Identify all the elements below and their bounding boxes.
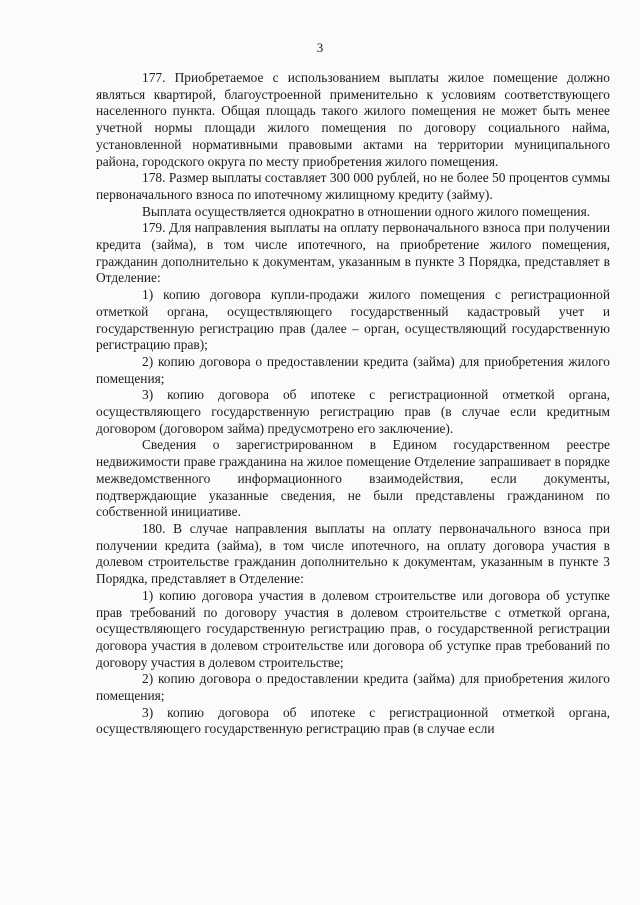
paragraph-177: 177. Приобретаемое с использованием выплаты жилое помещение должно являться квартирой, благоустроенной применительно к условиям соответствующего населенного пункта. Общая площадь такого жилого помещения не может быть менее учетной нормы площади жилого помещения по договору социального найма, установленной нормативными правовыми актами на территории муниципального района, городского округа по месту приобретения жилого помещения. xyxy=(96,70,610,169)
document-body xyxy=(96,70,610,738)
paragraph-178: 178. Размер выплаты составляет 300 000 рублей, но не более 50 процентов суммы первоначального взноса по ипотечному жилищному кредиту (займу). xyxy=(96,170,610,202)
paragraph-180-item-2: 2) копию договора о предоставлении кредита (займа) для приобретения жилого помещения; xyxy=(96,671,610,704)
paragraph-180-item-1: 1) копию договора участия в долевом строительстве или договора об уступке прав требований по договору участия в долевом строительстве с отметкой органа, осуществляющего государственную регистрацию прав, о государственной регистрации договора участия в долевом строительстве или договора об уступке прав требований по договору участия в долевом строительстве; xyxy=(96,587,610,670)
paragraph-179-item-2: 2) копию договора о предоставлении кредита (займа) для приобретения жилого помещения; xyxy=(96,353,610,386)
paragraph-179-item-3: 3) копию договора об ипотеке с регистрационной отметкой органа, осуществляющего государственную регистрацию прав (в случае если кредитным договором (договором займа) предусмотрено его заключение). xyxy=(96,387,610,436)
page-number: 3 xyxy=(316,40,324,55)
paragraph-179-item-1: 1) копию договора купли-продажи жилого помещения с регистрационной отметкой органа, осуществляющего государственный кадастровый учет и государственную регистрацию прав (далее – орган, осуществляющий государственную регистрацию прав); xyxy=(96,287,610,353)
paragraph-179: 179. Для направления выплаты на оплату первоначального взноса при получении кредита (займа), в том числе ипотечного, на приобретение жилого помещения, гражданин дополнительно к документам, указанным в пункте 3 Порядка, представляет в Отделение: xyxy=(96,220,610,286)
paragraph-179-registry-note: Сведения о зарегистрированном в Едином государственном реестре недвижимости праве гражданина на жилое помещение Отделение запрашивает в порядке межведомственного информационного взаимодействия, если документы, подтверждающие указанные сведения, не были представлены гражданином по собственной инициативе. xyxy=(96,437,610,520)
paragraph-180-item-3: 3) копию договора об ипотеке с регистрационной отметкой органа, осуществляющего государственную регистрацию прав (в случае если xyxy=(96,704,610,737)
paragraph-178-note: Выплата осуществляется однократно в отношении одного жилого помещения. xyxy=(142,203,591,219)
paragraph-180: 180. В случае направления выплаты на оплату первоначального взноса при получении кредита (займа), в том числе ипотечного, на оплату договора участия в долевом строительстве гражданин дополнительно к документам, указанным в пункте 3 Порядка, представляет в Отделение: xyxy=(96,520,610,587)
